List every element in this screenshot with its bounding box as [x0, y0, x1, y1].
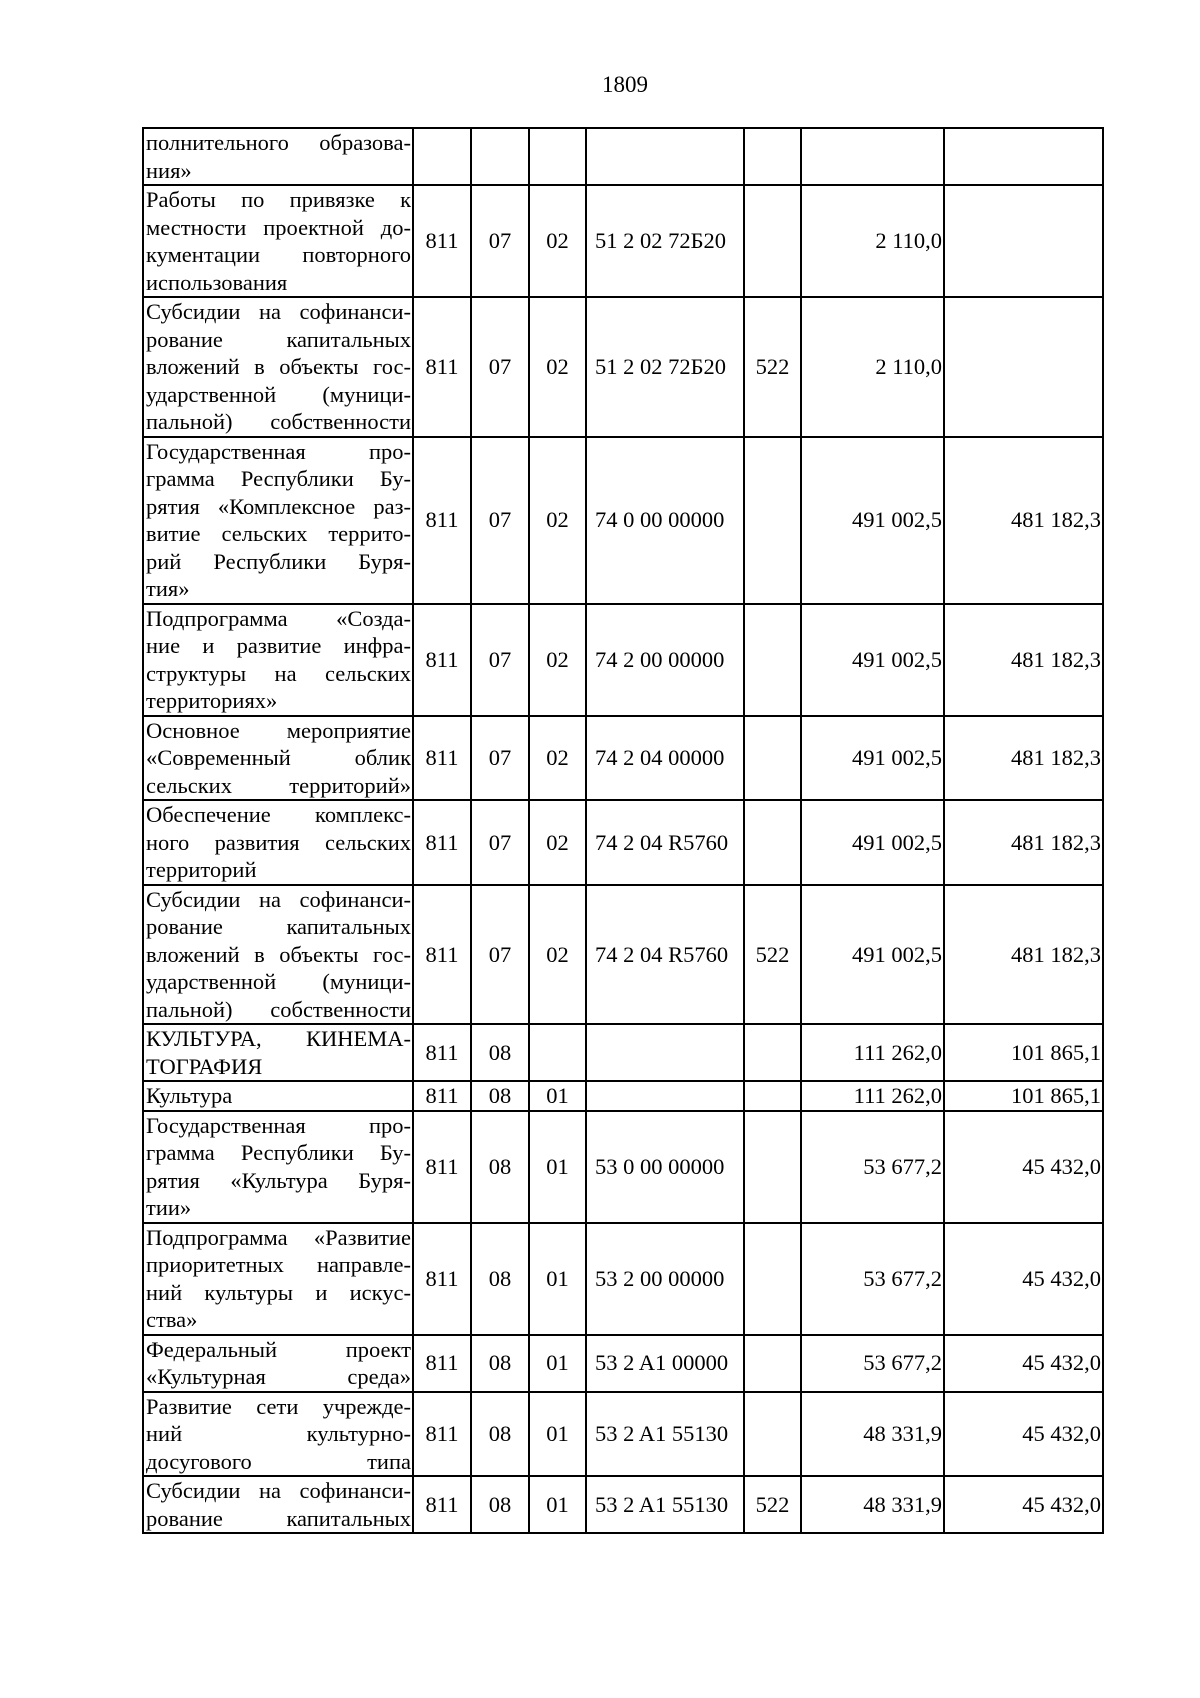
cell-csr: 51 2 02 72Б20 — [586, 185, 744, 297]
cell-sum-2: 481 182,3 — [944, 716, 1103, 801]
cell-csr — [586, 128, 744, 185]
cell-csr: 74 0 00 00000 — [586, 437, 744, 604]
page-number: 1809 — [602, 72, 648, 97]
cell-name — [143, 716, 413, 801]
name-line: пальной) собственности — [146, 996, 411, 1022]
cell-csr: 74 2 00 00000 — [586, 604, 744, 716]
cell-vr — [744, 1024, 801, 1081]
name-line: грамма Республики Бу- — [146, 466, 411, 491]
cell-sum-1: 491 002,5 — [801, 800, 944, 885]
cell-sum-2: 45 432,0 — [944, 1223, 1103, 1335]
name-line: территориях» — [146, 688, 278, 713]
name-line: кументации повторного — [146, 242, 411, 267]
cell-csr: 53 0 00 00000 — [586, 1111, 744, 1223]
cell-sum-1: 48 331,9 — [801, 1392, 944, 1477]
cell-pr: 01 — [529, 1111, 586, 1223]
name-line: рование капитальных — [146, 326, 411, 352]
name-line: ТОГРАФИЯ — [146, 1053, 263, 1079]
cell-vr — [744, 800, 801, 885]
cell-sum-1: 491 002,5 — [801, 604, 944, 716]
cell-csr: 74 2 04 R5760 — [586, 885, 744, 1025]
name-line: Развитие сети учрежде- — [146, 1393, 411, 1419]
cell-sum-2: 481 182,3 — [944, 604, 1103, 716]
table-row — [143, 800, 1103, 885]
name-line: пальной) собственности — [146, 409, 411, 434]
cell-csr: 51 2 02 72Б20 — [586, 297, 744, 437]
cell-pr: 02 — [529, 297, 586, 437]
cell-sum-2 — [944, 185, 1103, 297]
table-row — [143, 1111, 1103, 1223]
cell-name — [143, 885, 413, 1025]
cell-gr: 811 — [413, 1024, 471, 1081]
cell-name — [143, 800, 413, 885]
cell-gr: 811 — [413, 297, 471, 437]
name-line: структуры на сельских — [146, 660, 411, 686]
cell-gr: 811 — [413, 1111, 471, 1223]
name-line: ного развития сельских — [146, 829, 411, 855]
table-row — [143, 1081, 1103, 1111]
name-line: Подпрограмма «Созда- — [146, 605, 411, 631]
name-line: ний культуры и искус- — [146, 1279, 411, 1305]
cell-rz: 08 — [471, 1476, 529, 1533]
name-line: сельских территорий» — [146, 772, 411, 798]
table-row — [143, 128, 1103, 185]
name-line: Государственная про- — [146, 438, 411, 464]
name-line: Подпрограмма «Развитие — [146, 1224, 411, 1250]
cell-vr: 522 — [744, 885, 801, 1025]
name-line: ства» — [146, 1307, 198, 1332]
cell-sum-1: 48 331,9 — [801, 1476, 944, 1533]
cell-sum-1: 2 110,0 — [801, 185, 944, 297]
cell-gr: 811 — [413, 1223, 471, 1335]
cell-sum-2: 101 865,1 — [944, 1081, 1103, 1111]
name-line: «Культурная среда» — [146, 1364, 411, 1389]
cell-sum-1: 53 677,2 — [801, 1223, 944, 1335]
cell-vr — [744, 1111, 801, 1223]
name-line: Основное мероприятие — [146, 717, 411, 743]
cell-name — [143, 1392, 413, 1477]
name-line: использования — [146, 269, 288, 295]
name-line: ний культурно- — [146, 1421, 411, 1446]
cell-rz: 07 — [471, 437, 529, 604]
cell-gr: 811 — [413, 716, 471, 801]
name-line: полнительного образова- — [146, 130, 411, 155]
cell-sum-2: 45 432,0 — [944, 1476, 1103, 1533]
cell-vr — [744, 128, 801, 185]
cell-pr: 01 — [529, 1081, 586, 1111]
cell-rz — [471, 128, 529, 185]
cell-vr — [744, 1223, 801, 1335]
budget-table — [142, 127, 1104, 1534]
name-line: вложений в объекты гос- — [146, 941, 411, 967]
table-row — [143, 1223, 1103, 1335]
cell-csr: 74 2 04 00000 — [586, 716, 744, 801]
cell-sum-1: 491 002,5 — [801, 716, 944, 801]
name-line: приоритетных направле- — [146, 1252, 411, 1277]
cell-rz: 08 — [471, 1024, 529, 1081]
cell-gr: 811 — [413, 1081, 471, 1111]
name-line: Культура — [146, 1083, 233, 1108]
name-line: «Современный облик — [146, 745, 411, 770]
table-row — [143, 1024, 1103, 1081]
table-row — [143, 1335, 1103, 1392]
cell-vr — [744, 604, 801, 716]
cell-pr: 02 — [529, 716, 586, 801]
name-line: рование капитальных — [146, 1505, 411, 1531]
cell-csr — [586, 1024, 744, 1081]
name-line: Субсидии на софинанси- — [146, 1478, 411, 1503]
cell-sum-1: 53 677,2 — [801, 1111, 944, 1223]
table-row — [143, 297, 1103, 437]
cell-sum-2: 481 182,3 — [944, 800, 1103, 885]
cell-gr: 811 — [413, 1476, 471, 1533]
table-row — [143, 437, 1103, 604]
cell-sum-2: 101 865,1 — [944, 1024, 1103, 1081]
cell-gr — [413, 128, 471, 185]
cell-pr: 01 — [529, 1335, 586, 1392]
name-line: ударственной (муници- — [146, 969, 411, 994]
cell-rz: 07 — [471, 800, 529, 885]
cell-name — [143, 1223, 413, 1335]
cell-rz: 08 — [471, 1223, 529, 1335]
cell-vr: 522 — [744, 297, 801, 437]
cell-vr: 522 — [744, 1476, 801, 1533]
cell-csr: 53 2 00 00000 — [586, 1223, 744, 1335]
cell-name — [143, 1476, 413, 1533]
name-line: ния» — [146, 157, 192, 183]
cell-name — [143, 128, 413, 185]
cell-csr: 53 2 A1 55130 — [586, 1476, 744, 1533]
cell-name — [143, 1081, 413, 1111]
cell-csr: 74 2 04 R5760 — [586, 800, 744, 885]
name-line: рятия «Культура Буря- — [146, 1167, 411, 1193]
name-line: тия» — [146, 576, 190, 601]
name-line: вложений в объекты гос- — [146, 354, 411, 379]
cell-rz: 07 — [471, 297, 529, 437]
cell-sum-2: 45 432,0 — [944, 1335, 1103, 1392]
cell-name — [143, 185, 413, 297]
name-line: рий Республики Буря- — [146, 548, 411, 574]
cell-pr: 01 — [529, 1392, 586, 1477]
cell-gr: 811 — [413, 185, 471, 297]
cell-name — [143, 437, 413, 604]
cell-name — [143, 1024, 413, 1081]
table-row — [143, 1476, 1103, 1533]
cell-pr: 02 — [529, 800, 586, 885]
name-line: Обеспечение комплекс- — [146, 802, 411, 827]
cell-pr: 02 — [529, 185, 586, 297]
cell-gr: 811 — [413, 1392, 471, 1477]
table-row — [143, 1392, 1103, 1477]
cell-name — [143, 604, 413, 716]
cell-sum-2: 481 182,3 — [944, 437, 1103, 604]
name-line: ударственной (муници- — [146, 381, 411, 407]
cell-rz: 08 — [471, 1111, 529, 1223]
cell-pr: 02 — [529, 437, 586, 604]
name-line: КУЛЬТУРА, КИНЕМА- — [146, 1026, 411, 1051]
name-line: рятия «Комплексное раз- — [146, 493, 411, 519]
cell-rz: 08 — [471, 1335, 529, 1392]
cell-sum-1: 53 677,2 — [801, 1335, 944, 1392]
cell-sum-1: 491 002,5 — [801, 437, 944, 604]
cell-csr — [586, 1081, 744, 1111]
cell-vr — [744, 1335, 801, 1392]
name-line: Работы по привязке к — [146, 187, 411, 212]
table-row — [143, 716, 1103, 801]
cell-name — [143, 1111, 413, 1223]
cell-pr: 02 — [529, 885, 586, 1025]
cell-csr: 53 2 A1 00000 — [586, 1335, 744, 1392]
cell-csr: 53 2 A1 55130 — [586, 1392, 744, 1477]
name-line: Государственная про- — [146, 1112, 411, 1138]
cell-gr: 811 — [413, 604, 471, 716]
table-row — [143, 185, 1103, 297]
cell-pr — [529, 128, 586, 185]
cell-sum-2 — [944, 297, 1103, 437]
cell-gr: 811 — [413, 885, 471, 1025]
cell-gr: 811 — [413, 800, 471, 885]
cell-rz: 07 — [471, 885, 529, 1025]
cell-gr: 811 — [413, 1335, 471, 1392]
name-line: местности проектной до- — [146, 214, 411, 240]
name-line: Субсидии на софинанси- — [146, 886, 411, 912]
cell-sum-2 — [944, 128, 1103, 185]
cell-sum-2: 45 432,0 — [944, 1392, 1103, 1477]
name-line: территорий — [146, 857, 257, 882]
cell-rz: 08 — [471, 1081, 529, 1111]
cell-vr — [744, 185, 801, 297]
table-row — [143, 604, 1103, 716]
cell-name — [143, 297, 413, 437]
name-line: Федеральный проект — [146, 1336, 411, 1362]
name-line: рование капитальных — [146, 914, 411, 939]
name-line: грамма Республики Бу- — [146, 1140, 411, 1165]
table-row — [143, 885, 1103, 1025]
cell-rz: 07 — [471, 716, 529, 801]
cell-sum-1: 2 110,0 — [801, 297, 944, 437]
cell-sum-1: 491 002,5 — [801, 885, 944, 1025]
cell-pr: 01 — [529, 1476, 586, 1533]
cell-rz: 08 — [471, 1392, 529, 1477]
cell-name — [143, 1335, 413, 1392]
cell-vr — [744, 716, 801, 801]
cell-sum-1: 111 262,0 — [801, 1081, 944, 1111]
cell-pr — [529, 1024, 586, 1081]
name-line: Субсидии на софинанси- — [146, 299, 411, 324]
cell-sum-1: 111 262,0 — [801, 1024, 944, 1081]
cell-vr — [744, 1392, 801, 1477]
cell-vr — [744, 437, 801, 604]
cell-sum-1 — [801, 128, 944, 185]
name-line: досугового типа — [146, 1448, 411, 1474]
cell-sum-2: 45 432,0 — [944, 1111, 1103, 1223]
cell-gr: 811 — [413, 437, 471, 604]
cell-pr: 02 — [529, 604, 586, 716]
cell-vr — [744, 1081, 801, 1111]
cell-rz: 07 — [471, 185, 529, 297]
name-line: тии» — [146, 1195, 192, 1220]
cell-rz: 07 — [471, 604, 529, 716]
cell-sum-2: 481 182,3 — [944, 885, 1103, 1025]
cell-pr: 01 — [529, 1223, 586, 1335]
name-line: ние и развитие инфра- — [146, 633, 411, 658]
name-line: витие сельских террито- — [146, 521, 411, 546]
